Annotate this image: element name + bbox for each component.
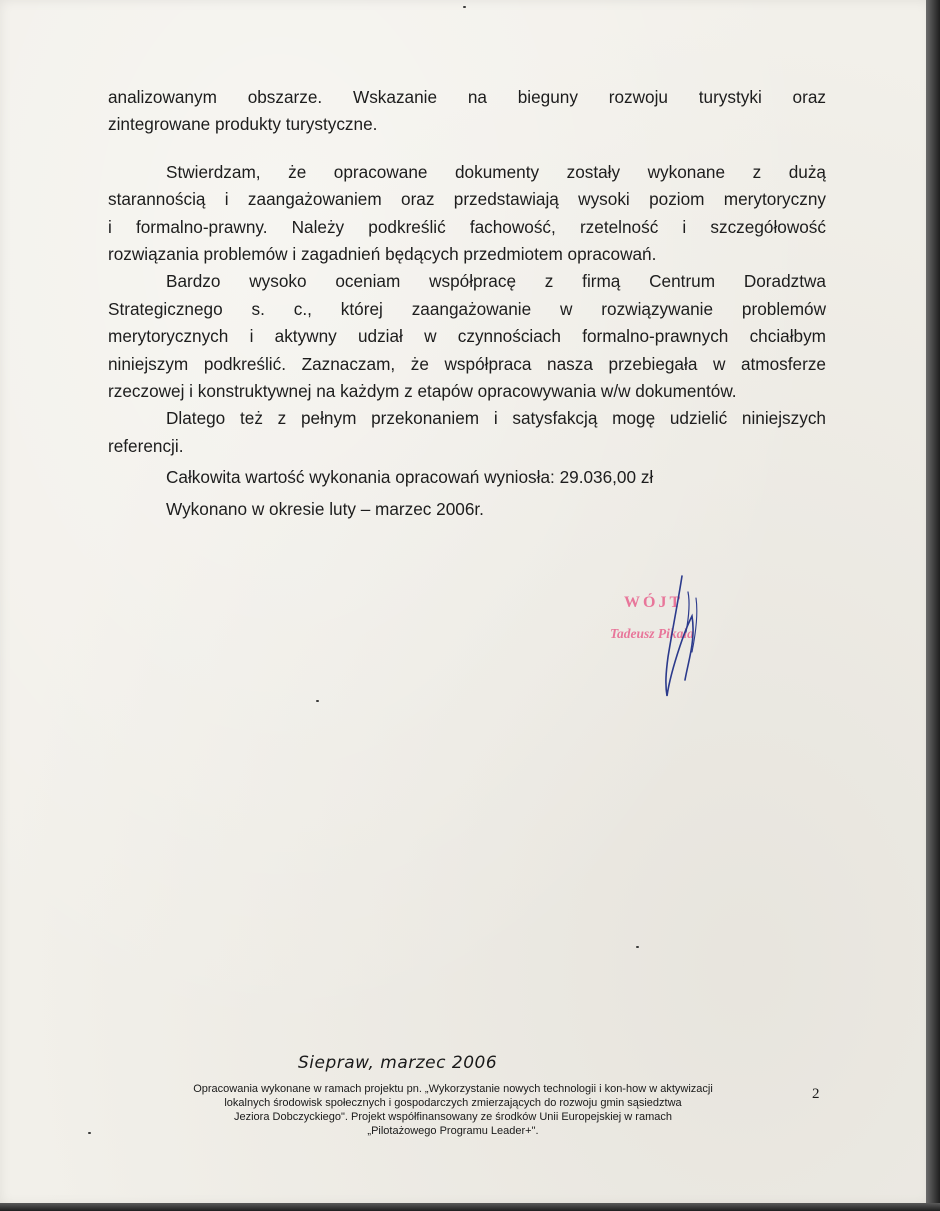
scan-bottom-shadow (0, 1203, 940, 1211)
paragraph-2 (108, 159, 826, 269)
paragraph-2-line-3: i formalno-prawny. Należy podkreślić fachowość, rzetelność i szczegółowość (108, 216, 826, 237)
paragraph-2-line-1: Stwierdzam, że opracowane dokumenty zostały wykonane z dużą (166, 161, 826, 182)
paragraph-4-line-2: referencji. (108, 435, 184, 456)
paragraph-3-line-4: niniejszym podkreślić. Zaznaczam, że współpraca nasza przebiegała w atmosferze (108, 353, 826, 374)
scan-speck (316, 700, 319, 702)
scan-speck (88, 1132, 91, 1134)
stamp-name: Tadeusz Pikala (610, 626, 694, 641)
paragraph-1-line-2: zintegrowane produkty turystyczne. (108, 114, 378, 135)
footnote-line-4: „Pilotażowego Programu Leader+". (367, 1125, 539, 1137)
total-value-line: Całkowita wartość wykonania opracowań wyniosła: 29.036,00 zł (166, 467, 654, 488)
paragraph-3 (108, 268, 826, 405)
footnote-line-3: Jeziora Dobczyckiego". Projekt współfinansowany ze środków Unii Europejskiej w ramach (234, 1111, 672, 1123)
footnote-line-1: Opracowania wykonane w ramach projektu pn. „Wykorzystanie nowych technologii i kon-how w aktywizacji (193, 1083, 713, 1095)
execution-period-line: Wykonano w okresie luty – marzec 2006r. (166, 498, 484, 519)
footnote-line-2: lokalnych środowisk społecznych i gospodarczych zmierzających do rozwoju gmin sąsiedztwa (224, 1097, 682, 1109)
paragraph-4 (108, 405, 826, 460)
paragraph-1 (108, 84, 826, 139)
place-and-date: Siepraw, marzec 2006 (298, 1053, 498, 1073)
stamp-title: WÓJT (624, 594, 684, 611)
letter-body (108, 84, 826, 523)
page-number: 2 (812, 1086, 820, 1102)
paragraph-3-line-3: merytorycznych i aktywny udział w czynnościach formalno-prawnych chciałbym (108, 326, 826, 347)
scan-speck (463, 6, 466, 8)
paragraph-2-line-4: rozwiązania problemów i zagadnień będących przedmiotem opracowań. (108, 244, 657, 265)
paragraph-3-line-2: Strategicznego s. c., której zaangażowanie w rozwiązywanie problemów (108, 298, 826, 319)
scan-speck (636, 946, 639, 948)
paragraph-1-line-1: analizowanym obszarze. Wskazanie na bieguny rozwoju turystyki oraz (108, 87, 826, 107)
paragraph-2-line-2: starannością i zaangażowaniem oraz przedstawiają wysoki poziom merytoryczny (108, 189, 826, 210)
paragraph-3-line-5: rzeczowej i konstruktywnej na każdym z etapów opracowywania w/w dokumentów. (108, 381, 737, 402)
paragraph-3-line-1: Bardzo wysoko oceniam współpracę z firmą Centrum Doradztwa (166, 271, 826, 292)
paragraph-4-line-1: Dlatego też z pełnym przekonaniem i satysfakcją mogę udzielić niniejszych (166, 408, 826, 429)
project-footnote (108, 1082, 798, 1138)
handwritten-signature (638, 572, 718, 707)
scan-edge-shadow (926, 0, 940, 1211)
